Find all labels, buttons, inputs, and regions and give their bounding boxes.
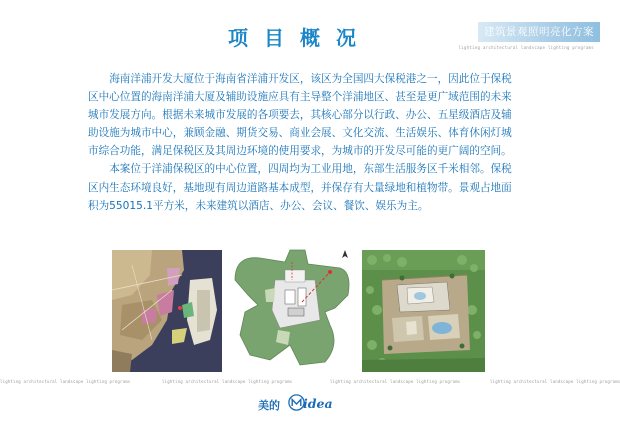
logo-chinese-text: 美的 bbox=[258, 399, 280, 412]
strip-caption-4: lighting architectural landscape lighting programs bbox=[490, 379, 620, 384]
strip-caption-2: lighting architectural landscape lighting programs bbox=[162, 379, 293, 384]
header-badge bbox=[478, 22, 600, 42]
logo-english-text: idea bbox=[303, 396, 333, 411]
badge-title: 建筑景观照明亮化方案 bbox=[484, 26, 594, 38]
paragraph-1: 海南洋浦开发大厦位于海南省洋浦开发区，该区为全国四大保税港之一，因此位于保税区中心位置的海南洋浦大厦及辅助设施应具有主导整个洋浦地区、甚至是更广域范围的未来城市发展方向。根据未来城市发展的各项要去，其核心部分以行政、办公、五星级酒店及辅助设施为城市中心，兼顾金融、期货交易、商业会展、文化交流、生活娱乐、体育休闲灯城市综合功能，满足保税区及其周边环境的使用要求，为城市的开发尽可能的更广阔的空间。 bbox=[88, 73, 512, 158]
strip-caption-3: lighting architectural landscape lighting programs bbox=[330, 379, 461, 384]
badge-subtitle: lighting architectural landscape lighting programs bbox=[458, 45, 594, 50]
footer-caption-strip bbox=[0, 379, 620, 385]
paragraph-2: 本案位于洋浦保税区的中心位置，四周均为工业用地，东部生活服务区千米相邻。保税区内生态环境良好，基地现有周边道路基本成型，并保存有大量绿地和植物带。景观占地面积为55015.1平方米，未来建筑以酒店、办公、会议、餐饮、娱乐为主。 bbox=[88, 163, 512, 212]
site-location-map-image bbox=[112, 250, 222, 372]
top-rule bbox=[0, 0, 600, 6]
project-overview-text bbox=[88, 70, 518, 215]
midea-logo bbox=[258, 393, 358, 415]
site-plan-drawing-image bbox=[230, 250, 355, 372]
strip-caption-1: lighting architectural landscape lighting programs bbox=[0, 379, 131, 384]
aerial-rendering-image bbox=[362, 250, 485, 372]
page-title: 项目概况 bbox=[228, 26, 372, 50]
